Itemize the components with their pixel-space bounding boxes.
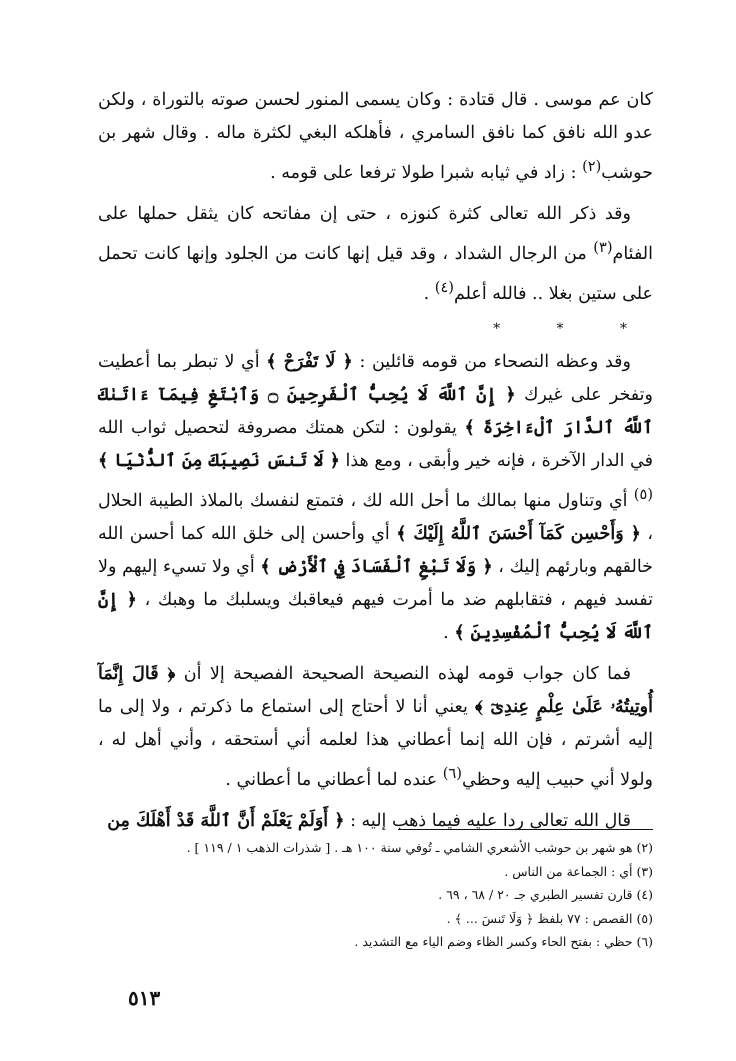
footnotes xyxy=(98,836,653,954)
paragraph-1 xyxy=(98,84,653,190)
page-number: ٥١٣ xyxy=(128,986,161,1010)
text: أي لا تبطر بما أعطيت وتفخر على غيرك xyxy=(98,352,653,406)
footnote-2: (٢) هو شهر بن حوشب الأشعري الشامي ـ تُوفي سنة ١٠٠ هـ . [ شذرات الذهب ١ / ١١٩ ] . xyxy=(186,840,653,855)
quran-quote: ﴿ وَلَا تَبْغِ ٱلْفَسَادَ فِي ٱلْأَرْضِ ﴾ xyxy=(260,557,493,578)
paragraph-3 xyxy=(98,346,653,650)
quran-quote: ﴿ لَا تَفْرَحْ ﴾ xyxy=(266,352,353,373)
text: يعني أنا لا أحتاج إلى استماع ما ذكرتم ، ولا إلى ما إليه أشرتم ، فإن الله إنما أعطاني هذا لعلمه أني أستحقه ، وأني أهل له ، ولولا أني حبيب إليه وحظي xyxy=(98,697,653,791)
paragraph-2 xyxy=(98,198,653,311)
section-separator: * * * xyxy=(493,321,653,338)
quran-quote: ﴿ إِنَّ ٱللَّهَ لَا يُحِبُّ ٱلْفَرِحِينَ ۝ وَٱبْتَغِ فِيمَآ ءَاتَىٰكَ ٱللَّهُ ٱلدَّارَ ٱلْءَاخِرَةَ ﴾ xyxy=(98,385,654,439)
footnote-ref[interactable]: (٢) xyxy=(582,158,602,175)
quran-quote: ﴿ أَوَلَمْ يَعْلَمْ أَنَّ ٱللَّهَ قَدْ أَهْلَكَ مِن xyxy=(107,811,345,832)
quran-quote: ﴿ قَالَ إِنَّمَآ أُوتِيتُهُۥ عَلَىٰ عِلْمٍ عِندِىٓ ﴾ xyxy=(98,664,653,718)
footnote-divider xyxy=(398,829,653,830)
footnote-3: (٣) أي : الجماعة من الناس . xyxy=(504,863,653,879)
text: من الرجال الشداد ، وقد قيل إنها كانت من الجلود وإنها كانت تحمل على ستين بغلا .. فالله أعلم xyxy=(98,243,653,304)
text: كان عم موسى . قال قتادة : وكان يسمى المنور لحسن صوته بالتوراة ، ولكن عدو الله نافق كما نافق السامري ، فأهلكه البغي لكثرة ماله . وقال شهر بن حوشب xyxy=(98,90,653,183)
footnote-4: (٤) قارن تفسير الطبري جـ ٢٠ / ٦٨ ، ٦٩ . xyxy=(438,887,653,902)
text: فما كان جواب قومه لهذه النصيحة الصحيحة الفصيحة إلا أن xyxy=(175,664,631,685)
text: أي وتناول منها بمالك ما أحل الله لك ، فتمتع لنفسك بالملاذ الطيبة الحلال ، xyxy=(98,491,653,545)
text: وقد وعظه النصحاء من قومه قائلين : xyxy=(352,352,631,373)
paragraph-5 xyxy=(98,805,653,838)
text: قال الله تعالى ردا عليه فيما ذهب إليه : xyxy=(344,811,631,832)
text: عنده لما أعطاني ما أعطاني . xyxy=(225,770,443,791)
footnote-ref[interactable]: (٣) xyxy=(593,238,613,256)
paragraph-4 xyxy=(98,658,653,797)
text: : زاد في ثيابه شبرا طولا ترفعا على قومه . xyxy=(270,162,583,183)
footnote-ref[interactable]: (٥) xyxy=(633,486,653,504)
text: . xyxy=(423,283,435,304)
text: أي ولا تسيء إليهم ولا تفسد فيهم ، فتقابلهم ضد ما أمرت فيهم فيعاقبك ويسلبك ما وهبك ، xyxy=(98,557,653,611)
quran-quote: ﴿ لَا تَنسَ نَصِيبَكَ مِنَ ٱلدُّنْيَا ﴾ xyxy=(98,451,340,472)
footnote-ref[interactable]: (٤) xyxy=(434,278,454,296)
quran-quote: ﴿ وَأَحْسِن كَمَآ أَحْسَنَ ٱللَّهُ إِلَيْكَ ﴾ xyxy=(396,524,641,545)
quran-quote: ﴿ إِنَّ ٱللَّهَ لَا يُحِبُّ ٱلْمُفْسِدِينَ ﴾ xyxy=(98,590,653,644)
text: أي وأحسن إلى خلق الله كما أحسن الله خالقهم وبارئهم إليك ، xyxy=(98,524,653,578)
footnote-ref[interactable]: (٦) xyxy=(442,765,462,783)
text: وقد ذكر الله تعالى كثرة كنوزه ، حتى إن مفاتحه كان يثقل حملها على الفئام xyxy=(98,203,653,264)
text: . xyxy=(443,623,455,644)
text: يقولون : لتكن همتك مصروفة لتحصيل ثواب الله في الدار الآخرة ، فإنه خير وأبقى ، ومع هذا xyxy=(98,418,654,472)
main-text xyxy=(98,84,653,846)
footnote-6: (٦) حظي : بفتح الحاء وكسر الظاء وضم الياء مع التشديد . xyxy=(354,934,653,949)
footnote-5: (٥) القصص : ٧٧ بلفظ ﴿ وَلَا تَنسَ ... ﴾ . xyxy=(446,910,653,926)
